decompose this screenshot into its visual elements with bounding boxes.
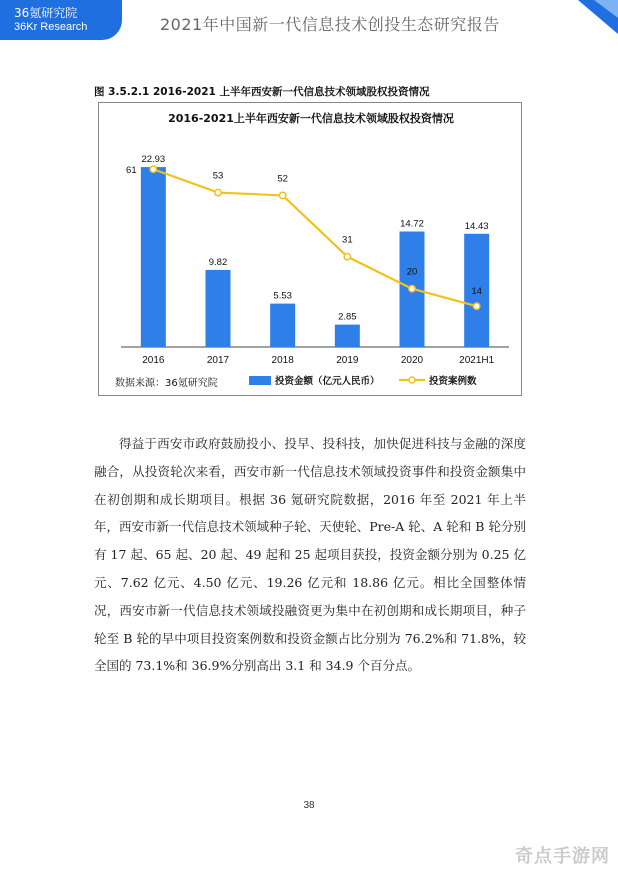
chart-title: 2016-2021上半年西安新一代信息技术领域股权投资情况 [168, 112, 454, 125]
line-label-2017: 53 [212, 170, 224, 182]
tick-label-2016: 2016 [142, 355, 165, 366]
report-title: 2021年中国新一代信息技术创投生态研究报告 [160, 15, 500, 34]
line-label-2019: 31 [342, 234, 353, 246]
legend-marker-cases [409, 377, 415, 383]
bar-2016 [141, 167, 166, 347]
page-number: 38 [303, 800, 315, 811]
body-text [94, 430, 526, 680]
tick-label-2018: 2018 [271, 355, 294, 366]
badge-line-2: 36Kr Research [14, 21, 88, 33]
watermark: 奇点手游网 [515, 846, 610, 867]
bar-label-2017: 9.82 [208, 256, 228, 268]
bar-label-2020: 14.72 [400, 218, 424, 230]
line-label-2016: 61 [126, 165, 137, 177]
tick-label-2020: 2020 [400, 355, 424, 366]
body-paragraph: 得益于西安市政府鼓励投小、投早、投科技，加快促进科技与金融的深度融合，从投资轮次来看，西安市新一代信息技术领域投资事件和投资金额集中在初创期和成长期项目。根据 36 氪研究院数据，2016 年至 2021 年上半年，西安市新一代信息技术领域种子轮、天使轮、Pre-A 轮、A 轮和 B 轮分别有 17 起、65 起、20 起、49 起和 25 起项目获投，投资金额分别为 0.25 亿元、7.62 亿元、4.50 亿元、19.26 亿元和 18.86 亿元。相比全国整体情况，西安市新一代信息技术领域投融资更为集中在初创期和成长期项目，种子轮至 B 轮的早中项目投资案例数和投资金额占比分别为 76.2%和 71.8%，较全国的 73.1%和 36.9%分别高出 3.1 和 34.9 个百分点。 [94, 436, 526, 674]
line-point-2017 [215, 189, 221, 195]
legend-swatch-amount [249, 376, 271, 385]
badge-line-1: 36氪研究院 [14, 6, 78, 20]
figure-caption: 图 3.5.2.1 2016-2021 上半年西安新一代信息技术领域股权投资情况 [94, 86, 430, 98]
line-point-2021H1 [473, 303, 479, 309]
chart-source: 数据来源：36氪研究院 [115, 378, 218, 389]
header-badge [0, 0, 122, 40]
tick-label-2019: 2019 [336, 355, 359, 366]
bar-2019 [335, 325, 360, 347]
tick-label-2021H1: 2021H1 [459, 355, 495, 366]
legend-label-amount: 投资金额（亿元人民币） [275, 376, 380, 387]
bar-label-2019: 2.85 [338, 311, 357, 323]
line-point-2018 [279, 192, 285, 198]
chart-frame [98, 102, 522, 396]
bar-label-2018: 5.53 [273, 290, 292, 302]
investment-chart [99, 103, 523, 397]
bar-2018 [270, 304, 295, 347]
tick-label-2017: 2017 [206, 355, 230, 366]
corner-decoration-icon [564, 0, 618, 34]
line-label-2018: 52 [277, 173, 288, 185]
line-series-cases [153, 169, 476, 306]
bar-label-2016: 22.93 [141, 154, 166, 166]
line-label-2021H1: 14 [471, 286, 482, 298]
line-point-2020 [409, 286, 415, 292]
legend-label-cases: 投资案例数 [429, 376, 477, 387]
line-label-2020: 20 [406, 266, 418, 278]
line-point-2019 [344, 253, 350, 259]
bar-2017 [206, 270, 231, 347]
bar-label-2021H1: 14.43 [464, 220, 489, 232]
line-point-2016 [150, 166, 156, 172]
